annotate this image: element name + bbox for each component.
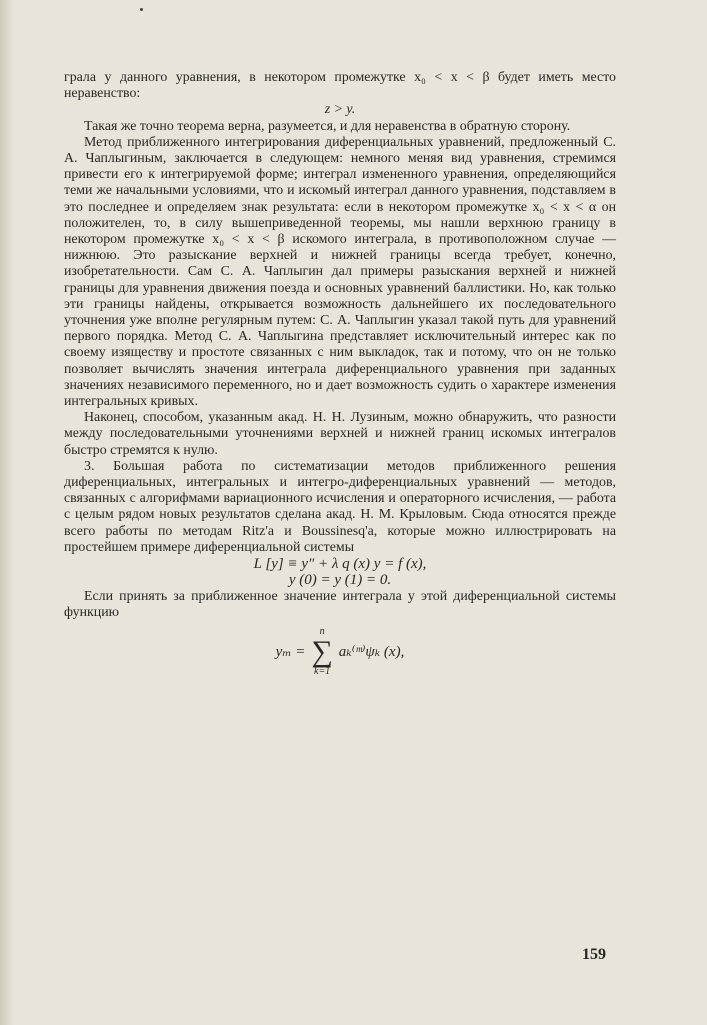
paragraph-5: 3. Большая работа по систематизации методов приближенного решения диференциальных, интегральных и интегро-диференциальных уравнений — методов, связанных с алгорифмами вариационного исчисления и операторного исчисления, — работа с целым рядом новых результатов сделана акад. Н. М. Крыловым. Сюда относятся прежде всего работы по методам Ritz'a и Boussinesq'a, которые можно иллюстрировать на простейшем примере диференциальной системы — [64, 458, 616, 555]
paragraph-1: грала y данного уравнения, в некотором промежутке x₀ < x < β будет иметь место неравенство: — [64, 70, 616, 102]
sum-body: aₖ⁽ᵐ⁾ψₖ (x), — [338, 643, 405, 660]
formula-operator: L [y] ≡ y″ + λ q (x) y = f (x), — [253, 556, 427, 573]
sigma-block — [311, 627, 332, 677]
ink-dot — [140, 8, 143, 11]
body-text — [64, 70, 616, 677]
page-number: 159 — [582, 946, 606, 963]
sigma-symbol: ∑ — [311, 634, 333, 668]
page-edge-shadow — [0, 0, 14, 1025]
paragraph-4: Наконец, способом, указанным акад. Н. Н. Лузиным, можно обнаружить, что разности между последовательными уточнениями верхней и нижней границ искомых интегралов быстро стремятся к нулю. — [64, 410, 616, 458]
paragraph-3: Метод приближенного интегрирования диференциальных уравнений, предложенный С. А. Чаплыгиным, заключается в следующем: немного меняя вид уравнения, стремимся привести его к интегрируемой форме; интеграл измененного уравнения, определяющийся теми же начальными условиями, что и искомый интеграл данного уравнения, подставляем в это последнее и определяем знак результата: если в некотором промежутке x₀ < x < α он положителен, то, в силу вышеприведенной теоремы, мы нашли верхнюю границу в некотором промежутке x₀ < x < β искомого интеграла, в противоположном случае — нижнюю. Это разыскание верхней и нижней границы всегда требует, конечно, изобретательности. Сам С. А. Чаплыгин дал примеры разыскания верхней и нижней границы для уравнения движения поезда и основных уравнений баллистики. Но, как только эти границы найдены, открывается возможность дальнейшего их последовательного уточнения уже вполне регулярным путем: С. А. Чаплыгин указал такой путь для уравнений первого порядка. Метод С. А. Чаплыгина представляет исключительный интерес как по своему изяществу и простоте связанных с ним выкладок, так и потому, что он не только позволяет вычислять значения интеграла диференциального уравнения при заданных значениях независимого переменного, но и дает возможность судить о характере изменения интегральных кривых. — [64, 134, 616, 410]
formula-sum — [64, 627, 616, 677]
sum-lower-limit: k=1 — [314, 665, 331, 677]
paragraph-2: Такая же точно теорема верна, разумеется, и для неравенства в обратную сторону. — [84, 118, 571, 134]
sum-lhs: yₘ = — [275, 643, 306, 660]
paragraph-6: Если принять за приближенное значение интеграла y этой диференциальной системы функцию — [64, 588, 616, 620]
formula-inequality: z > y. — [324, 102, 356, 118]
sum-upper-limit: n — [319, 625, 325, 637]
formula-boundary: y (0) = y (1) = 0. — [288, 572, 392, 589]
